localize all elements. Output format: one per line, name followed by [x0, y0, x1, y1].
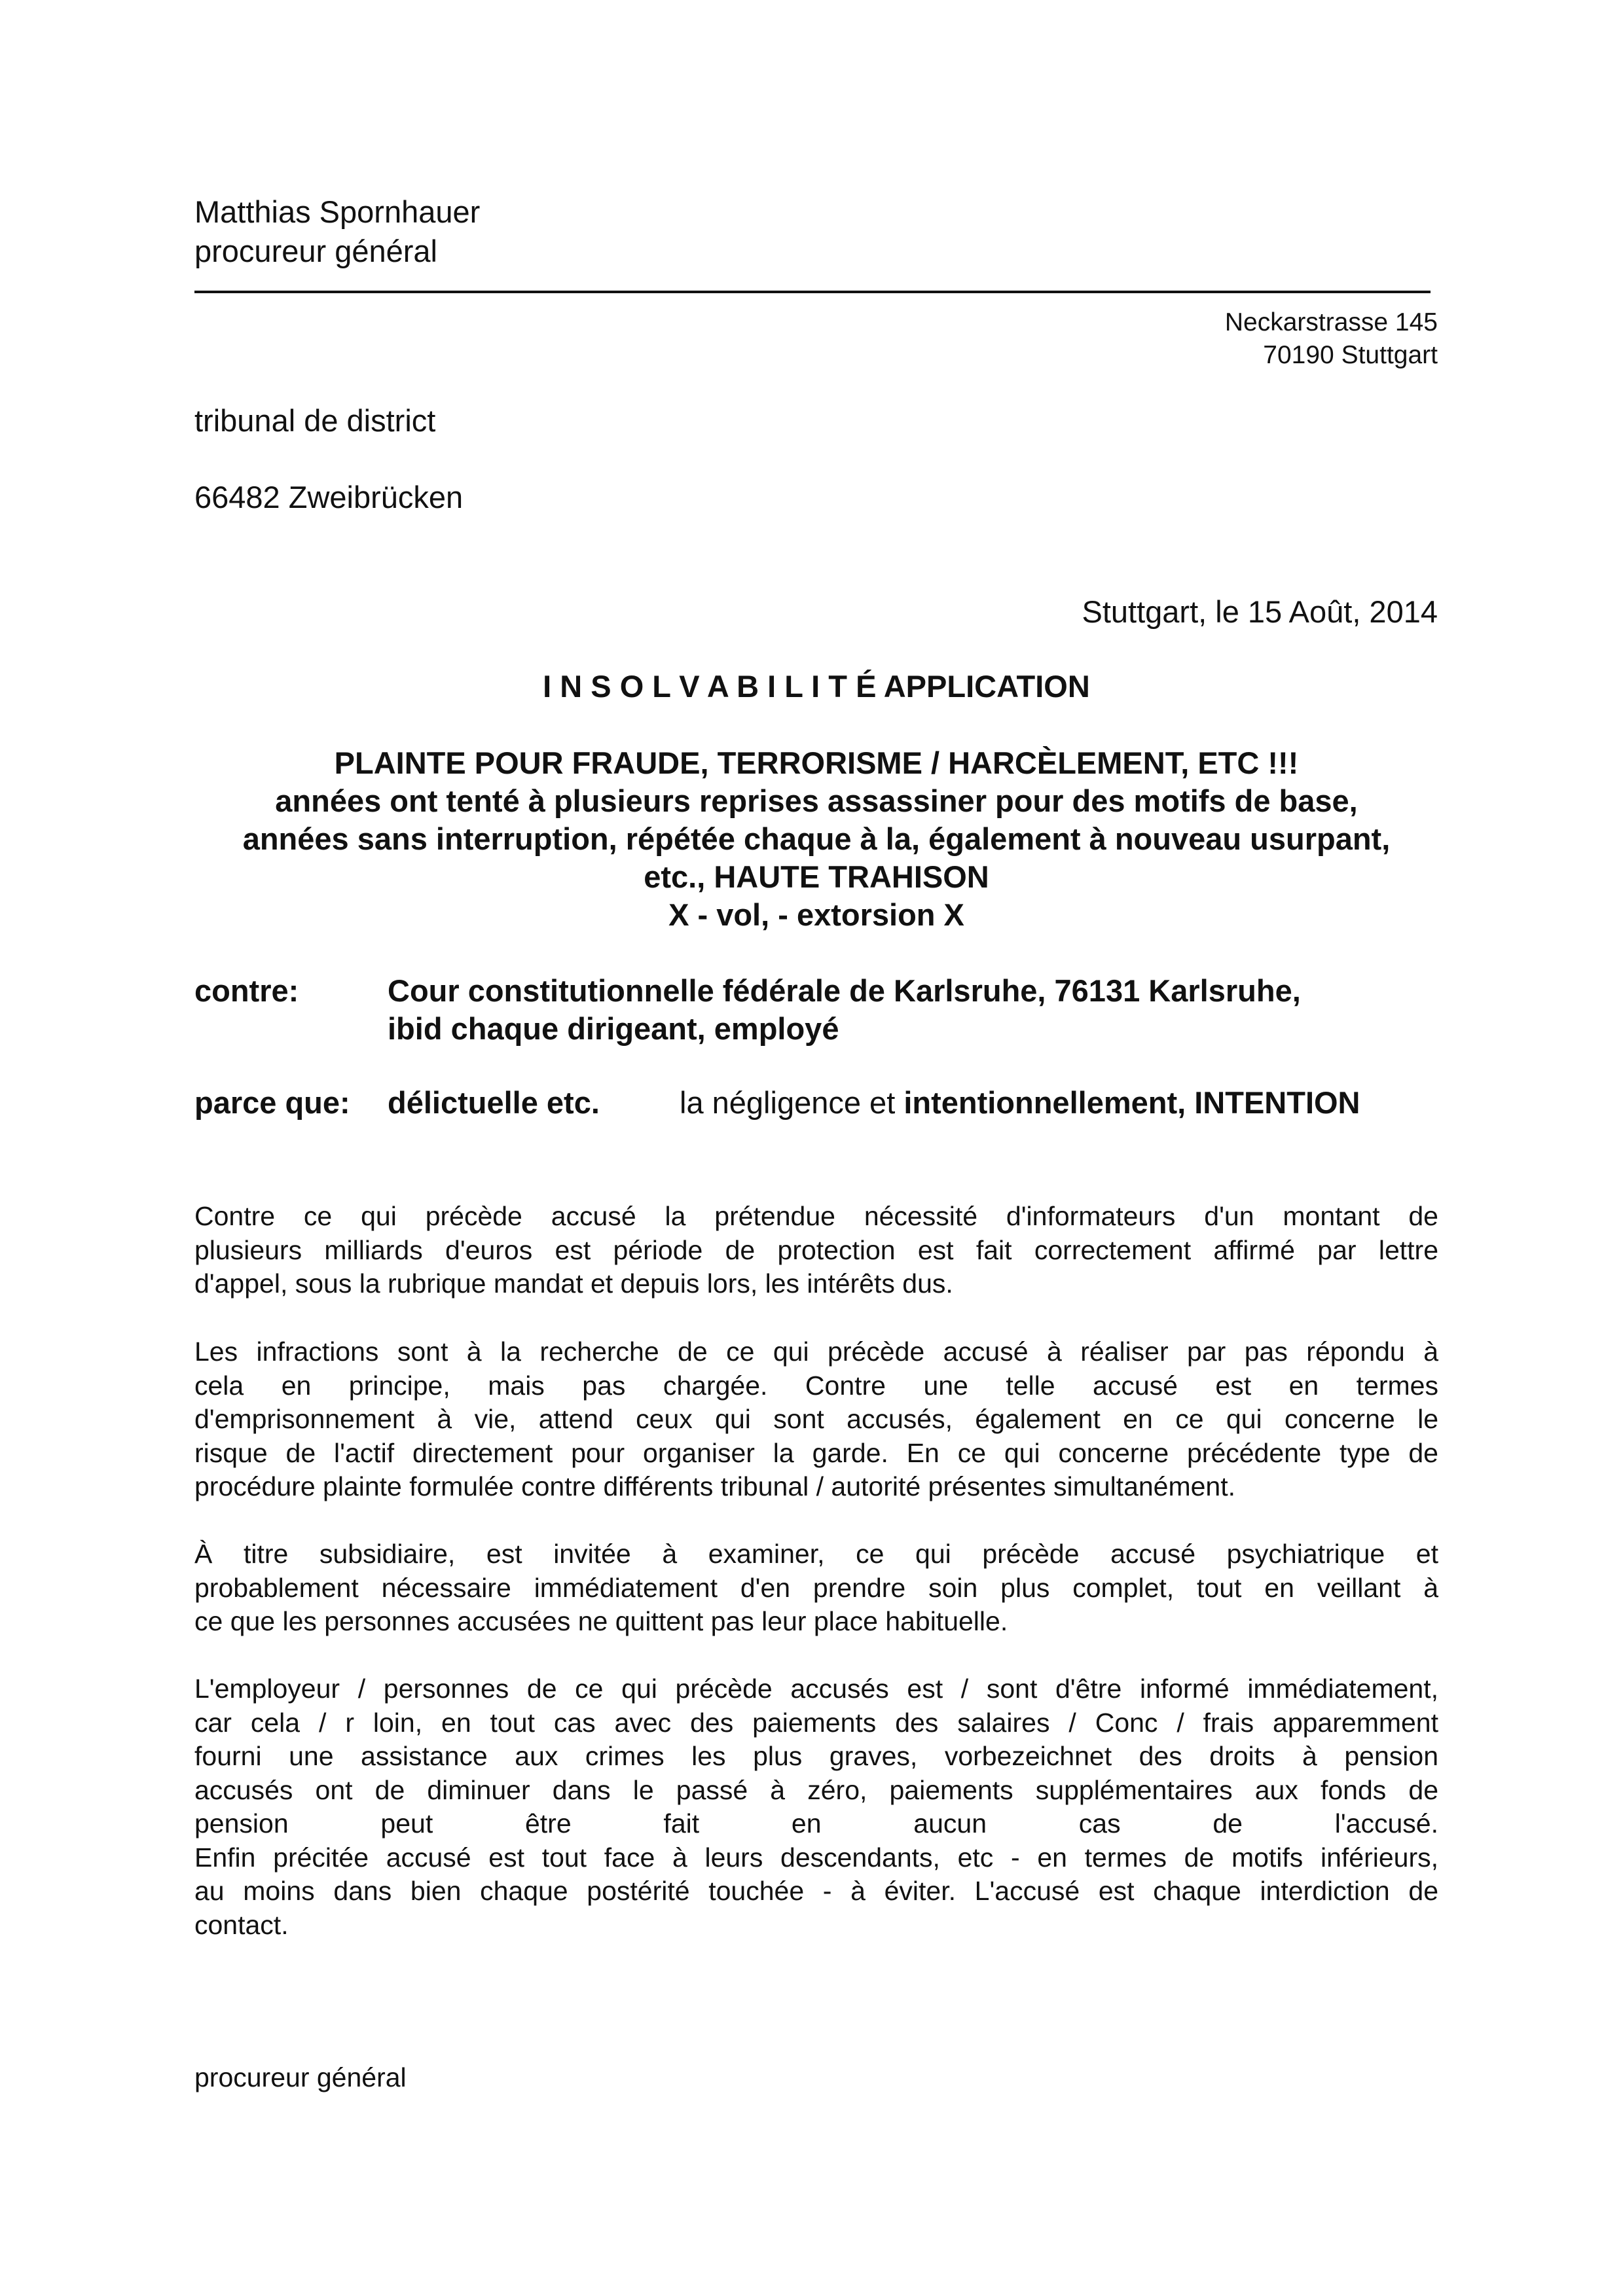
paragraph-line: d'appel, sous la rubrique mandat et depuis lors, les intérêts dus.	[194, 1268, 953, 1299]
paragraph-line: probablement nécessaire immédiatement d'en prendre soin plus complet, tout en veillant à	[194, 1572, 1438, 1603]
recipient-court: tribunal de district	[194, 403, 436, 438]
paragraph-line: plusieurs milliards d'euros est période de protection est fait correctement affirmé par lettre	[194, 1234, 1438, 1265]
subject-line-1: PLAINTE POUR FRAUDE, TERRORISME / HARCÈLEMENT, ETC !!!	[334, 745, 1299, 780]
because-label: parce que:	[194, 1085, 350, 1120]
subject-line-5: X - vol, - extorsion X	[668, 897, 964, 932]
against-line-2: ibid chaque dirigeant, employé	[388, 1011, 839, 1046]
paragraph-3	[194, 1537, 1438, 1639]
header-divider	[194, 291, 1431, 293]
paragraph-line: ce que les personnes accusées ne quittent pas leur place habituelle.	[194, 1606, 1008, 1636]
against-label: contre:	[194, 973, 299, 1008]
recipient-city: 66482 Zweibrücken	[194, 480, 464, 514]
because-value-2	[680, 1083, 1360, 1122]
paragraph-line: car cela / r loin, en tout cas avec des paiements des salaires / Conc / frais apparemment	[194, 1707, 1438, 1738]
paragraph-line: Enfin précitée accusé est tout face à leurs descendants, etc - en termes de motifs inférieurs,	[194, 1842, 1438, 1873]
paragraph-4	[194, 1672, 1438, 1942]
paragraph-1	[194, 1200, 1438, 1301]
address-street: Neckarstrasse 145	[1224, 308, 1438, 336]
paragraph-line: d'emprisonnement à vie, attend ceux qui sont accusés, également en ce qui concerne le	[194, 1404, 1438, 1434]
paragraph-line: L'employeur / personnes de ce qui précède accusés est / sont d'être informé immédiatement,	[194, 1674, 1438, 1704]
against-line-1: Cour constitutionnelle fédérale de Karlsruhe, 76131 Karlsruhe,	[388, 973, 1301, 1008]
subject-line-2: années ont tenté à plusieurs reprises assassiner pour des motifs de base,	[275, 783, 1358, 818]
paragraph-line: au moins dans bien chaque postérité touchée - à éviter. L'accusé est chaque interdiction de	[194, 1876, 1438, 1906]
because-value-1: délictuelle etc.	[388, 1085, 600, 1120]
because-value-2-bold: intentionnellement, INTENTION	[903, 1085, 1360, 1120]
paragraph-line: À titre subsidiaire, est invitée à examiner, ce qui précède accusé psychiatrique et	[194, 1539, 1438, 1569]
paragraph-line: contact.	[194, 1909, 289, 1940]
sender-title: procureur général	[194, 234, 437, 268]
letter-date: Stuttgart, le 15 Août, 2014	[1082, 594, 1438, 629]
subject-line-3: années sans interruption, répétée chaque à la, également à nouveau usurpant,	[242, 821, 1391, 856]
paragraph-line: Contre ce qui précède accusé la prétendue nécessité d'informateurs d'un montant de	[194, 1201, 1438, 1231]
paragraph-2	[194, 1335, 1438, 1504]
paragraph-line: fourni une assistance aux crimes les plus graves, vorbezeichnet des droits à pension	[194, 1741, 1438, 1771]
document-heading: I N S O L V A B I L I T É APPLICATION	[543, 669, 1090, 704]
paragraph-line: procédure plainte formulée contre différents tribunal / autorité présentes simultanément.	[194, 1471, 1236, 1501]
paragraph-line: accusés ont de diminuer dans le passé à zéro, paiements supplémentaires aux fonds de	[194, 1774, 1438, 1805]
closing-signature: procureur général	[194, 2062, 407, 2092]
paragraph-line: cela en principe, mais pas chargée. Contre une telle accusé est en termes	[194, 1370, 1438, 1401]
address-city: 70190 Stuttgart	[1263, 341, 1438, 369]
sender-name: Matthias Spornhauer	[194, 194, 481, 229]
paragraph-line: risque de l'actif directement pour organiser la garde. En ce qui concerne précédente type de	[194, 1437, 1438, 1468]
paragraph-line: pension peut être fait en aucun cas de l'accusé.	[194, 1808, 1438, 1839]
because-value-2-plain: la négligence et	[680, 1085, 896, 1120]
subject-line-4: etc., HAUTE TRAHISON	[644, 859, 989, 894]
paragraph-line: Les infractions sont à la recherche de ce qui précède accusé à réaliser par pas répondu à	[194, 1336, 1438, 1367]
